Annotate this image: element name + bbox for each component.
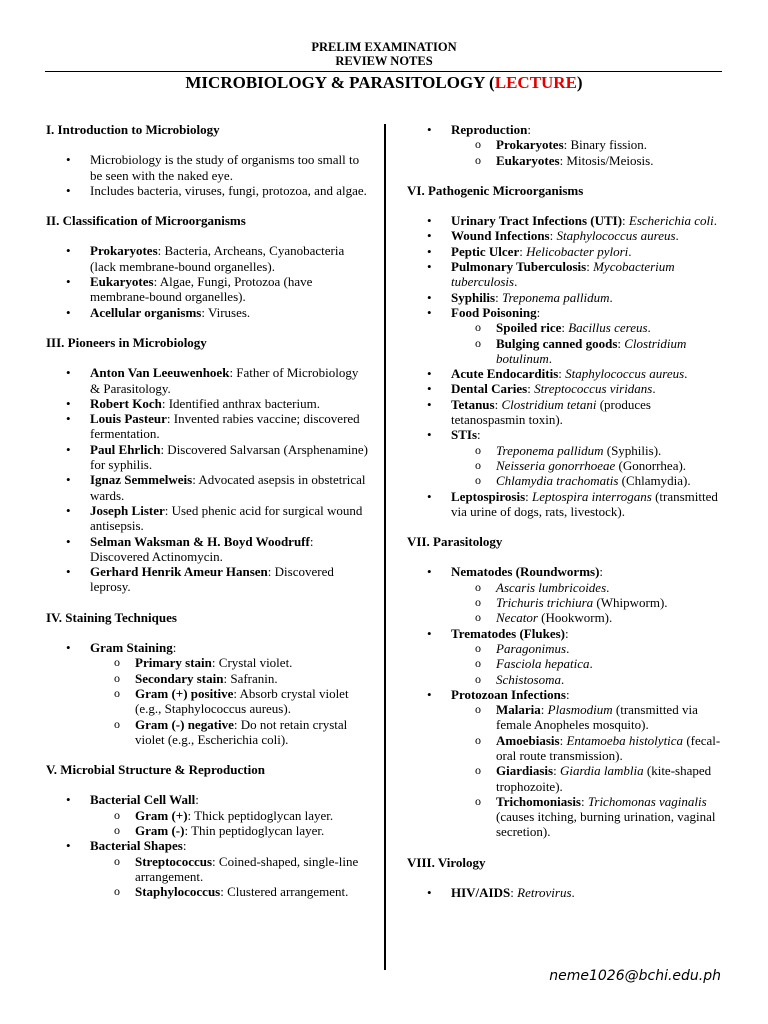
sub-list [90, 854, 371, 900]
sub-list-item: o Spoiled rice: Bacillus cereus. [451, 320, 727, 335]
list-item: • Gram Staining: o Primary stain: Crystal violet. o Secondary stain: Safranin. o Gram (+) positive: Absorb crystal violet (e.g., Staphylococcus aureus). o Gram (-) negative: Do not retain crystal violet (e.g., Escherichia coli). [46, 640, 371, 747]
list-item: • HIV/AIDS: Retrovirus. [407, 885, 727, 900]
virology-list [407, 885, 727, 900]
sub-list-item: o Bulging canned goods: Clostridium botulinum. [451, 336, 727, 367]
section-title: V. Microbial Structure & Reproduction [46, 762, 265, 778]
sub-list-item: o Secondary stain: Safranin. [90, 671, 371, 686]
sub-list-item: o Paragonimus. [451, 641, 727, 656]
sub-list-item: o Streptococcus: Coined-shaped, single-line arrangement. [90, 854, 371, 885]
sub-list-item: o Gram (+): Thick peptidoglycan layer. [90, 808, 371, 823]
header-divider [45, 71, 722, 72]
reproduction-list [407, 122, 727, 168]
list-item: • Bacterial Shapes: o Streptococcus: Coined-shaped, single-line arrangement. o Staphylococcus: Clustered arrangement. [46, 838, 371, 899]
pioneers-list [46, 365, 371, 594]
sub-list-item: o Eukaryotes: Mitosis/Meiosis. [451, 153, 727, 168]
list-item: • Prokaryotes: Bacteria, Archeans, Cyanobacteria (lack membrane-bound organelles). [46, 243, 371, 274]
sub-list-item: o Gram (-) negative: Do not retain crystal violet (e.g., Escherichia coli). [90, 717, 371, 748]
sub-list [451, 320, 727, 366]
structure-list [46, 792, 371, 899]
sub-list-item: o Treponema pallidum (Syphilis). [451, 443, 727, 458]
list-item: • Pulmonary Tuberculosis: Mycobacterium tuberculosis. [407, 259, 727, 290]
left-column [46, 122, 371, 899]
list-item: • Paul Ehrlich: Discovered Salvarsan (Arsphenamine) for syphilis. [46, 442, 371, 473]
classification-list [46, 243, 371, 319]
section-title: II. Classification of Microorganisms [46, 213, 246, 229]
sub-list-item: o Chlamydia trachomatis (Chlamydia). [451, 473, 727, 488]
list-item: • Selman Waksman & H. Boyd Woodruff: Discovered Actinomycin. [46, 534, 371, 565]
review-notes-label: REVIEW NOTES [335, 54, 433, 68]
intro-list [46, 152, 371, 198]
sub-list-item: o Gram (+) positive: Absorb crystal violet (e.g., Staphylococcus aureus). [90, 686, 371, 717]
list-item: • Includes bacteria, viruses, fungi, protozoa, and algae. [46, 183, 371, 198]
sub-list-item: o Trichomoniasis: Trichomonas vaginalis (causes itching, burning urination, vaginal secretion). [451, 794, 727, 840]
list-item: • Microbiology is the study of organisms too small to be seen with the naked eye. [46, 152, 371, 183]
list-item: • Louis Pasteur: Invented rabies vaccine; discovered fermentation. [46, 411, 371, 442]
sub-list-item: o Prokaryotes: Binary fission. [451, 137, 727, 152]
column-divider [384, 124, 386, 970]
list-item: • Peptic Ulcer: Helicobacter pylori. [407, 244, 727, 259]
sub-list-item: o Schistosoma. [451, 672, 727, 687]
right-column [407, 122, 727, 900]
sub-list-item: o Malaria: Plasmodium (transmitted via female Anopheles mosquito). [451, 702, 727, 733]
sub-list-item: o Neisseria gonorrhoeae (Gonorrhea). [451, 458, 727, 473]
section-title: VI. Pathogenic Microorganisms [407, 182, 584, 198]
list-item: • Food Poisoning: o Spoiled rice: Bacillus cereus. o Bulging canned goods: Clostridium botulinum. [407, 305, 727, 366]
sub-list [90, 655, 371, 747]
list-item: • Robert Koch: Identified anthrax bacterium. [46, 396, 371, 411]
list-item: • Wound Infections: Staphylococcus aureus. [407, 228, 727, 243]
list-item: • Joseph Lister: Used phenic acid for surgical wound antisepsis. [46, 503, 371, 534]
section-title: I. Introduction to Microbiology [46, 122, 220, 137]
sub-list-item: o Staphylococcus: Clustered arrangement. [90, 884, 371, 899]
list-item: • Syphilis: Treponema pallidum. [407, 290, 727, 305]
list-item: • STIs: o Treponema pallidum (Syphilis). o Neisseria gonorrhoeae (Gonorrhea). o Chlamydia trachomatis (Chlamydia). [407, 427, 727, 488]
list-item: • Gerhard Henrik Ameur Hansen: Discovered leprosy. [46, 564, 371, 595]
list-item: • Dental Caries: Streptococcus viridans. [407, 381, 727, 396]
sub-list-item: o Primary stain: Crystal violet. [90, 655, 371, 670]
list-item: • Acellular organisms: Viruses. [46, 305, 371, 320]
list-item: • Tetanus: Clostridium tetani (produces tetanospasmin toxin). [407, 397, 727, 428]
list-item: • Eukaryotes: Algae, Fungi, Protozoa (have membrane-bound organelles). [46, 274, 371, 305]
list-item: • Anton Van Leeuwenhoek: Father of Microbiology & Parasitology. [46, 365, 371, 396]
sub-list [451, 443, 727, 489]
lecture-label: LECTURE [494, 73, 577, 92]
list-item: • Nematodes (Roundworms): o Ascaris lumbricoides. o Trichuris trichiura (Whipworm). o Necator (Hookworm). [407, 564, 727, 625]
section-title: VII. Parasitology [407, 534, 503, 550]
page-title: MICROBIOLOGY & PARASITOLOGY (LECTURE) [185, 73, 583, 92]
footer-email: neme1026@bchi.edu.ph [549, 968, 721, 984]
sub-list [451, 580, 727, 626]
sub-list-item: o Necator (Hookworm). [451, 610, 727, 625]
sub-list [451, 641, 727, 687]
sub-list-item: o Trichuris trichiura (Whipworm). [451, 595, 727, 610]
sub-list-item: o Amoebiasis: Entamoeba histolytica (fecal-oral route transmission). [451, 733, 727, 764]
list-item: • Trematodes (Flukes): o Paragonimus. o Fasciola hepatica. o Schistosoma. [407, 626, 727, 687]
list-item: • Urinary Tract Infections (UTI): Escherichia coli. [407, 213, 727, 228]
pathogens-list [407, 213, 727, 519]
sub-list-item: o Fasciola hepatica. [451, 656, 727, 671]
section-title: VIII. Virology [407, 854, 486, 870]
sub-list [451, 702, 727, 840]
sub-list-item: o Giardiasis: Giardia lamblia (kite-shaped trophozoite). [451, 763, 727, 794]
section-title: IV. Staining Techniques [46, 609, 177, 625]
sub-list-item: o Gram (-): Thin peptidoglycan layer. [90, 823, 371, 838]
sub-list [451, 137, 727, 168]
list-item: • Protozoan Infections: o Malaria: Plasmodium (transmitted via female Anopheles mosquito). o Amoebiasis: Entamoeba histolytica (fecal-oral route transmission). o Giardiasis: Giardia lamblia (kite-shaped trophozoite). o Trichomoniasis: Trichomonas vaginalis (causes itching, burning urination, vaginal secretion). [407, 687, 727, 840]
list-item: • Leptospirosis: Leptospira interrogans (transmitted via urine of dogs, rats, livestock). [407, 489, 727, 520]
staining-list [46, 640, 371, 747]
parasitology-list [407, 564, 727, 839]
sub-list [90, 808, 371, 839]
list-item: • Reproduction: o Prokaryotes: Binary fission. o Eukaryotes: Mitosis/Meiosis. [407, 122, 727, 168]
list-item: • Ignaz Semmelweis: Advocated asepsis in obstetrical wards. [46, 472, 371, 503]
list-item: • Bacterial Cell Wall: o Gram (+): Thick peptidoglycan layer. o Gram (-): Thin peptidoglycan layer. [46, 792, 371, 838]
exam-label: PRELIM EXAMINATION [311, 40, 457, 54]
sub-list-item: o Ascaris lumbricoides. [451, 580, 727, 595]
document-header [0, 40, 768, 68]
list-item: • Acute Endocarditis: Staphylococcus aureus. [407, 366, 727, 381]
section-title: III. Pioneers in Microbiology [46, 334, 207, 350]
